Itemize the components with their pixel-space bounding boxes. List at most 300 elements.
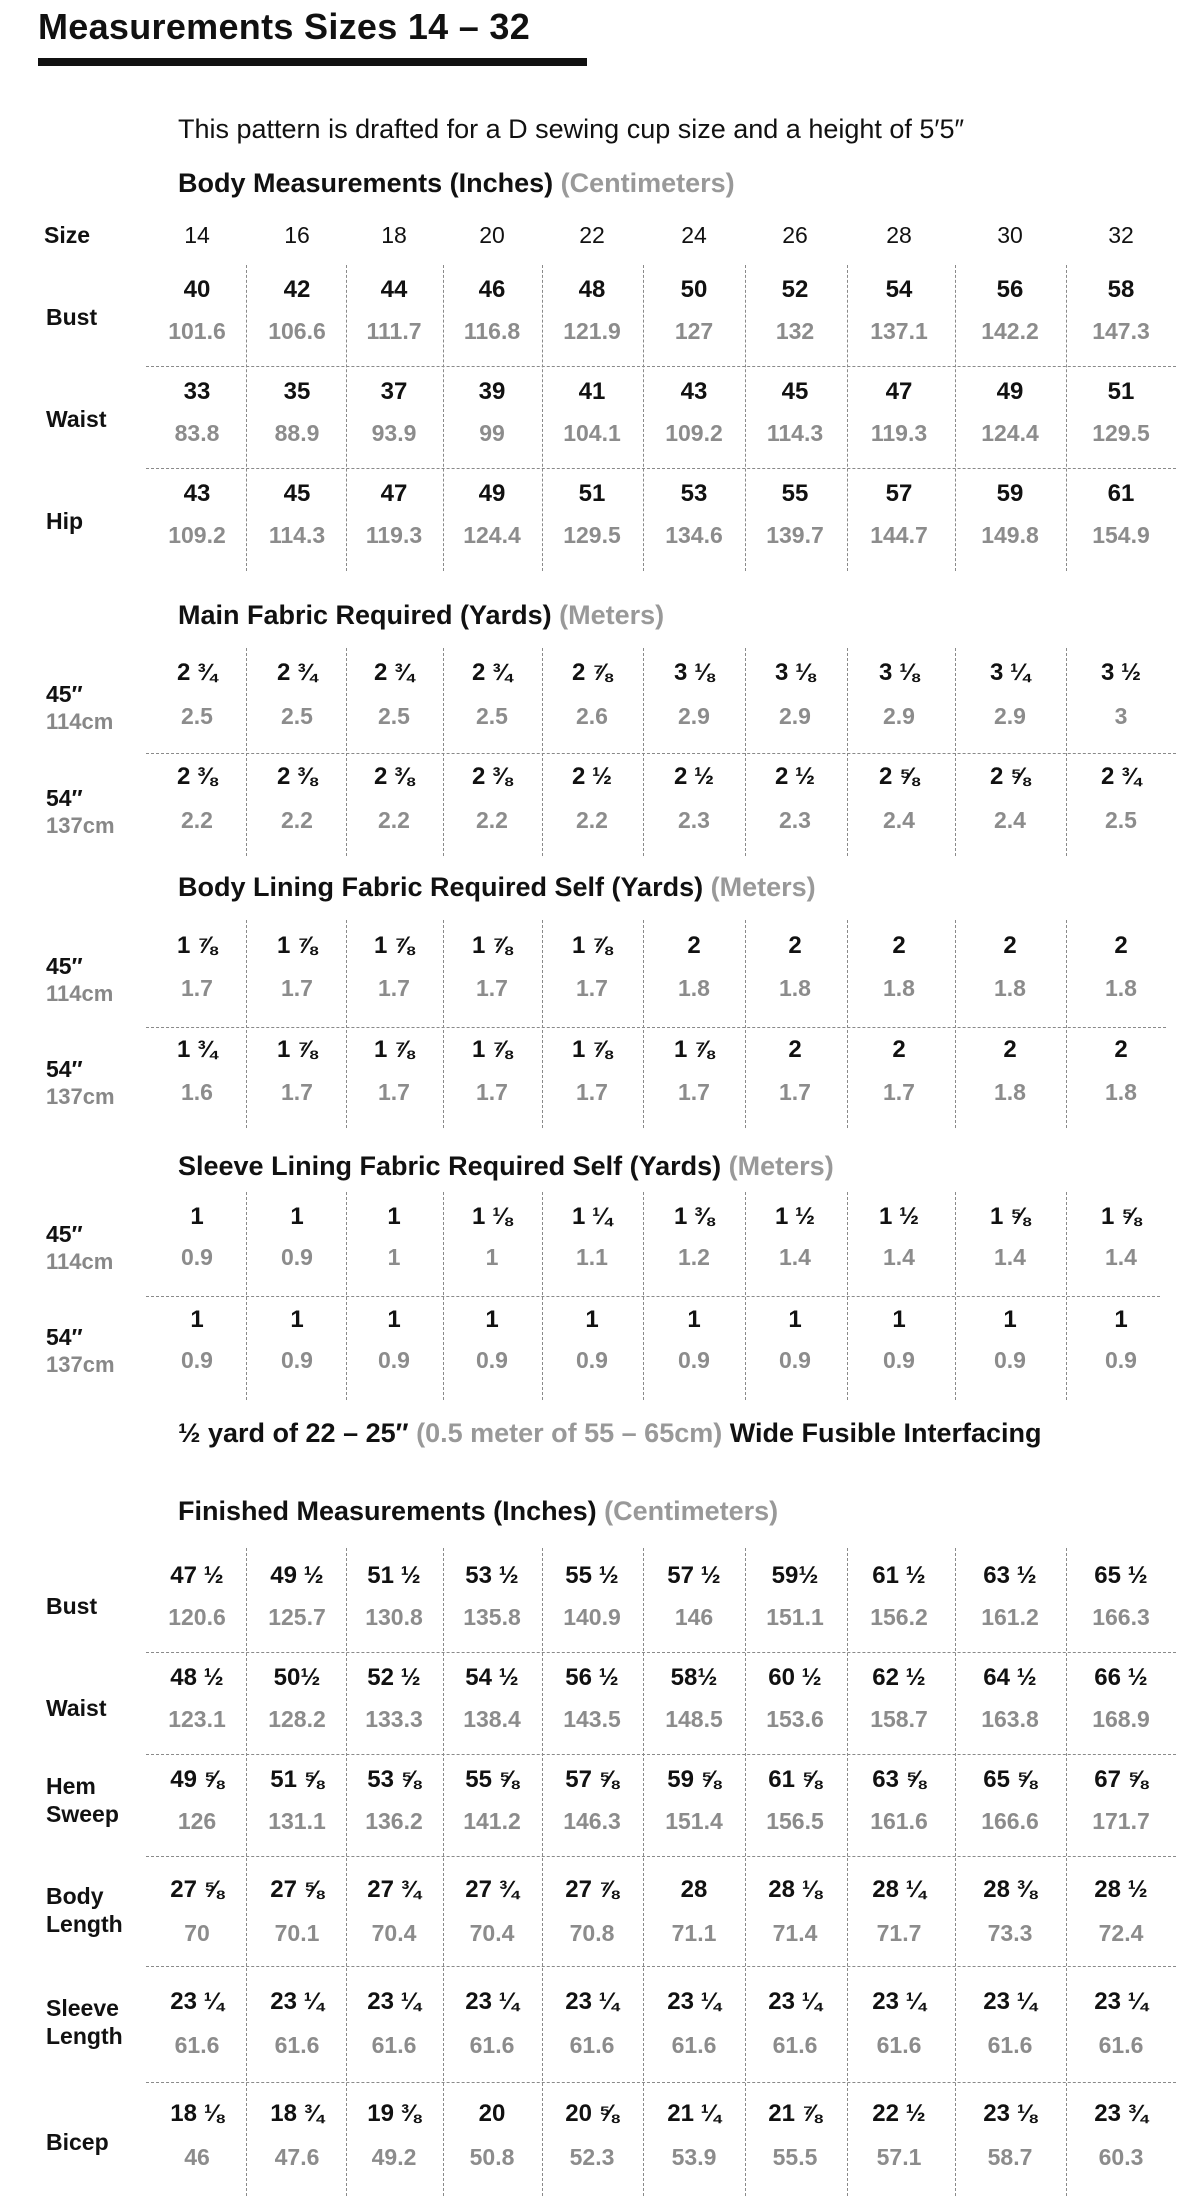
cell-metric: 61.6	[876, 2032, 922, 2058]
cell-metric: 1.4	[779, 1244, 811, 1270]
cell-imperial: 65 ½	[1094, 1562, 1148, 1589]
section-title	[178, 1496, 778, 1527]
cell-metric: 70.8	[569, 1920, 615, 1946]
section-title-unit: (Meters)	[728, 1151, 834, 1181]
row-label-metric: 114cm	[46, 1249, 114, 1274]
cell-imperial: 51	[1107, 378, 1135, 405]
cell-imperial: 33	[183, 378, 211, 405]
row-label-main: Sleeve Length	[46, 1995, 123, 2049]
cell-imperial: 56	[996, 276, 1024, 303]
cell-metric: 106.6	[268, 318, 326, 344]
interfacing-line	[178, 1418, 1042, 1449]
cell-metric: 83.8	[174, 420, 220, 446]
cell-metric: 137.1	[870, 318, 928, 344]
cell-metric: 72.4	[1098, 1920, 1144, 1946]
cell-metric: 58.7	[987, 2144, 1033, 2170]
cell-imperial: 39	[478, 378, 506, 405]
row-label	[46, 952, 113, 1008]
cell-imperial: 1 ⅛	[471, 1203, 513, 1230]
row-label-main: Waist	[46, 406, 107, 432]
cell-imperial: 27 ⅞	[565, 1876, 619, 1903]
cell-metric: 55.5	[772, 2144, 818, 2170]
row-label-metric: 114cm	[46, 709, 114, 734]
cell-imperial: 1	[290, 1203, 304, 1230]
cell-metric: 1.7	[281, 1079, 313, 1105]
cell-metric: 99	[479, 420, 505, 446]
row-label	[46, 1323, 115, 1379]
cell-metric: 1.7	[378, 975, 410, 1001]
cell-imperial: 1 ⅞	[176, 932, 218, 959]
cell-imperial: 2 ⅜	[471, 763, 513, 790]
cell-imperial: 48 ½	[170, 1664, 224, 1691]
cell-imperial: 23 ¼	[565, 1988, 619, 2015]
cell-imperial: 60 ½	[768, 1664, 822, 1691]
cell-metric: 1.7	[181, 975, 213, 1001]
cell-imperial: 1 ⅞	[471, 1036, 513, 1063]
row-label	[46, 1772, 136, 1828]
row-label-main: 45″	[46, 953, 83, 979]
cell-metric: 124.4	[463, 522, 521, 548]
cell-imperial: 35	[283, 378, 311, 405]
section-title-unit: (Centimeters)	[560, 168, 735, 198]
cell-imperial: 49 ½	[270, 1562, 324, 1589]
cell-metric: 119.3	[365, 522, 423, 548]
drafting-note: This pattern is drafted for a D sewing cup size and a height of 5′5″	[178, 114, 965, 144]
cell-imperial: 56 ½	[565, 1664, 619, 1691]
cell-metric: 1.4	[883, 1244, 915, 1270]
row-label	[46, 1694, 107, 1722]
cell-metric: 1.7	[476, 1079, 508, 1105]
cell-imperial: 3 ⅛	[774, 659, 816, 686]
cell-metric: 2.3	[779, 807, 811, 833]
cell-metric: 129.5	[1092, 420, 1150, 446]
interfacing-yards: ½ yard of 22 – 25″	[178, 1418, 409, 1448]
cell-imperial: 23 ¼	[768, 1988, 822, 2015]
cell-imperial: 1 ¾	[176, 1036, 218, 1063]
row-divider	[146, 1027, 1166, 1028]
cell-imperial: 53 ⅝	[367, 1766, 421, 1793]
cell-metric: 71.4	[772, 1920, 818, 1946]
column-divider	[847, 920, 848, 1128]
cell-imperial: 2 ½	[673, 763, 715, 790]
column-divider	[346, 1548, 347, 2196]
cell-metric: 146.3	[563, 1808, 621, 1834]
cell-imperial: 53 ½	[465, 1562, 519, 1589]
cell-metric: 138.4	[463, 1706, 521, 1732]
cell-metric: 1.8	[1105, 1079, 1137, 1105]
cell-imperial: 1	[190, 1203, 204, 1230]
cell-imperial: 47 ½	[170, 1562, 224, 1589]
row-label-main: Hip	[46, 508, 84, 534]
cell-metric: 114.3	[766, 420, 824, 446]
cell-metric: 61.6	[987, 2032, 1033, 2058]
cell-imperial: 2 ¾	[471, 659, 513, 686]
cell-imperial: 67 ⅝	[1094, 1766, 1148, 1793]
column-divider	[745, 648, 746, 856]
cell-imperial: 1	[585, 1306, 599, 1333]
section-title-unit: (Meters)	[710, 872, 816, 902]
column-divider	[246, 648, 247, 856]
cell-metric: 2.2	[476, 807, 508, 833]
cell-metric: 0.9	[1105, 1347, 1137, 1373]
column-divider	[643, 1548, 644, 2196]
row-label-main: Bicep	[46, 2129, 109, 2155]
cell-imperial: 3 ½	[1100, 659, 1142, 686]
cell-imperial: 21 ⅞	[768, 2100, 822, 2127]
cell-imperial: 1 ¼	[571, 1203, 613, 1230]
column-divider	[246, 920, 247, 1128]
cell-metric: 2.5	[378, 703, 410, 729]
cell-metric: 1	[485, 1244, 499, 1270]
cell-metric: 151.1	[766, 1604, 824, 1630]
cell-imperial: 2 ⅝	[878, 763, 920, 790]
cell-metric: 1.7	[576, 975, 608, 1001]
column-divider	[1066, 265, 1067, 571]
cell-metric: 129.5	[563, 522, 621, 548]
cell-imperial: 1	[387, 1203, 401, 1230]
column-divider	[246, 265, 247, 571]
size-header-cell: 24	[681, 222, 707, 248]
cell-metric: 109.2	[168, 522, 226, 548]
cell-imperial: 1	[788, 1306, 802, 1333]
cell-metric: 1.7	[378, 1079, 410, 1105]
cell-metric: 126	[177, 1808, 217, 1834]
cell-imperial: 2 ⅜	[176, 763, 218, 790]
cell-imperial: 23 ¾	[1094, 2100, 1148, 2127]
cell-imperial: 1	[892, 1306, 906, 1333]
cell-imperial: 37	[380, 378, 408, 405]
column-divider	[745, 920, 746, 1128]
cell-imperial: 1	[485, 1306, 499, 1333]
row-divider	[146, 1966, 1176, 1967]
cell-imperial: 2	[892, 1036, 906, 1063]
cell-metric: 2.9	[678, 703, 710, 729]
cell-metric: 121.9	[563, 318, 621, 344]
cell-metric: 114.3	[268, 522, 326, 548]
section-title-main: Main Fabric Required (Yards)	[178, 600, 552, 630]
cell-metric: 109.2	[665, 420, 723, 446]
cell-imperial: 63 ⅝	[872, 1766, 926, 1793]
page-title: Measurements Sizes 14 – 32	[38, 6, 531, 47]
cell-imperial: 28	[680, 1876, 708, 1903]
cell-imperial: 3 ⅛	[673, 659, 715, 686]
cell-imperial: 66 ½	[1094, 1664, 1148, 1691]
cell-metric: 147.3	[1092, 318, 1150, 344]
cell-metric: 0.9	[281, 1347, 313, 1373]
row-divider	[146, 1856, 1176, 1857]
row-label	[46, 303, 97, 331]
cell-metric: 144.7	[870, 522, 928, 548]
size-header-cell: 20	[479, 222, 505, 248]
cell-metric: 1.8	[883, 975, 915, 1001]
column-divider	[955, 265, 956, 571]
cell-metric: 2.2	[576, 807, 608, 833]
size-header-cell: 18	[381, 222, 407, 248]
cell-imperial: 1 ⅝	[1100, 1203, 1142, 1230]
column-divider	[1066, 648, 1067, 856]
cell-imperial: 50	[680, 276, 708, 303]
column-divider	[745, 1548, 746, 2196]
cell-metric: 61.6	[274, 2032, 320, 2058]
cell-metric: 1	[387, 1244, 401, 1270]
cell-imperial: 2 ¾	[276, 659, 318, 686]
row-label-metric: 137cm	[46, 1084, 115, 1109]
cell-metric: 2.3	[678, 807, 710, 833]
cell-metric: 161.6	[870, 1808, 928, 1834]
cell-imperial: 1 ⅞	[571, 1036, 613, 1063]
size-header-cell: 26	[782, 222, 808, 248]
cell-metric: 49.2	[371, 2144, 417, 2170]
cell-metric: 1.8	[994, 1079, 1026, 1105]
cell-imperial: 2 ¾	[373, 659, 415, 686]
cell-imperial: 43	[183, 480, 211, 507]
row-label-main: Waist	[46, 1695, 107, 1721]
column-divider	[1066, 1548, 1067, 2196]
cell-metric: 1.7	[779, 1079, 811, 1105]
cell-metric: 127	[674, 318, 714, 344]
cell-imperial: 2 ⅜	[373, 763, 415, 790]
cell-metric: 156.2	[870, 1604, 928, 1630]
row-divider	[146, 1296, 1160, 1297]
cell-imperial: 43	[680, 378, 708, 405]
row-label-metric: 114cm	[46, 981, 114, 1006]
cell-imperial: 2	[1003, 932, 1017, 959]
column-divider	[955, 1548, 956, 2196]
cell-imperial: 52 ½	[367, 1664, 421, 1691]
cell-imperial: 3 ⅛	[878, 659, 920, 686]
cell-metric: 61.6	[174, 2032, 220, 2058]
cell-metric: 156.5	[766, 1808, 824, 1834]
cell-metric: 119.3	[870, 420, 928, 446]
row-divider	[146, 1754, 1176, 1755]
cell-metric: 149.8	[981, 522, 1039, 548]
cell-metric: 53.9	[671, 2144, 717, 2170]
cell-imperial: 1 ⅞	[276, 932, 318, 959]
cell-imperial: 45	[781, 378, 809, 405]
row-divider	[146, 366, 1176, 367]
cell-imperial: 1	[387, 1306, 401, 1333]
cell-metric: 142.2	[981, 318, 1039, 344]
cell-metric: 2.4	[994, 807, 1026, 833]
cell-metric: 2.6	[576, 703, 608, 729]
cell-imperial: 20	[478, 2100, 506, 2127]
cell-metric: 134.6	[665, 522, 723, 548]
cell-imperial: 2 ⅝	[989, 763, 1031, 790]
row-label-metric: 137cm	[46, 1352, 115, 1377]
cell-imperial: 49	[478, 480, 506, 507]
cell-imperial: 19 ⅜	[367, 2100, 421, 2127]
cell-imperial: 62 ½	[872, 1664, 926, 1691]
cell-metric: 70	[184, 1920, 210, 1946]
cell-metric: 2.2	[181, 807, 213, 833]
section-title	[178, 600, 664, 631]
cell-imperial: 2 ¾	[1100, 763, 1142, 790]
cell-metric: 2.9	[883, 703, 915, 729]
cell-metric: 93.9	[371, 420, 417, 446]
cell-metric: 1.7	[883, 1079, 915, 1105]
cell-metric: 70.1	[274, 1920, 320, 1946]
cell-metric: 46	[184, 2144, 210, 2170]
cell-imperial: 55 ½	[565, 1562, 619, 1589]
cell-imperial: 55	[781, 480, 809, 507]
cell-metric: 148.5	[665, 1706, 723, 1732]
cell-imperial: 23 ¼	[983, 1988, 1037, 2015]
cell-metric: 0.9	[994, 1347, 1026, 1373]
cell-imperial: 63 ½	[983, 1562, 1037, 1589]
cell-imperial: 2 ⅞	[571, 659, 613, 686]
cell-imperial: 3 ¼	[989, 659, 1031, 686]
cell-imperial: 20 ⅝	[565, 2100, 619, 2127]
cell-imperial: 2	[788, 1036, 802, 1063]
cell-metric: 111.7	[366, 318, 422, 344]
column-divider	[847, 648, 848, 856]
cell-imperial: 28 ⅛	[768, 1876, 822, 1903]
column-divider	[643, 265, 644, 571]
cell-imperial: 1 ⅞	[276, 1036, 318, 1063]
cell-imperial: 53	[680, 480, 708, 507]
cell-imperial: 57 ⅝	[565, 1766, 619, 1793]
cell-metric: 161.2	[981, 1604, 1039, 1630]
cell-metric: 1.8	[678, 975, 710, 1001]
section-title-unit: (Meters)	[559, 600, 665, 630]
cell-metric: 1.4	[1105, 1244, 1137, 1270]
cell-imperial: 54 ½	[465, 1664, 519, 1691]
section-title	[178, 1151, 834, 1182]
cell-metric: 1.8	[1105, 975, 1137, 1001]
cell-imperial: 21 ¼	[667, 2100, 721, 2127]
cell-imperial: 18 ¾	[270, 2100, 324, 2127]
cell-imperial: 27 ¾	[367, 1876, 421, 1903]
cell-imperial: 22 ½	[872, 2100, 926, 2127]
cell-metric: 3	[1114, 703, 1128, 729]
cell-imperial: 58½	[670, 1664, 718, 1691]
cell-imperial: 42	[283, 276, 311, 303]
cell-imperial: 48	[578, 276, 606, 303]
cell-imperial: 41	[578, 378, 606, 405]
cell-metric: 140.9	[563, 1604, 621, 1630]
row-label-main: 54″	[46, 1056, 83, 1082]
section-title-main: Finished Measurements (Inches)	[178, 1496, 597, 1526]
cell-metric: 61.6	[371, 2032, 417, 2058]
section-title-unit: (Centimeters)	[604, 1496, 779, 1526]
cell-imperial: 23 ¼	[465, 1988, 519, 2015]
cell-metric: 71.7	[876, 1920, 922, 1946]
cell-metric: 0.9	[281, 1244, 313, 1270]
section-title	[178, 872, 816, 903]
cell-metric: 104.1	[563, 420, 621, 446]
size-header-label: Size	[44, 222, 91, 248]
cell-metric: 50.8	[469, 2144, 515, 2170]
column-divider	[542, 648, 543, 856]
section-title-main: Body Measurements (Inches)	[178, 168, 554, 198]
column-divider	[542, 920, 543, 1128]
cell-metric: 2.5	[181, 703, 213, 729]
cell-metric: 1.6	[181, 1079, 213, 1105]
cell-imperial: 2	[788, 932, 802, 959]
cell-metric: 61.6	[671, 2032, 717, 2058]
cell-metric: 116.8	[463, 318, 521, 344]
cell-imperial: 2 ½	[571, 763, 613, 790]
row-label-main: Hem Sweep	[46, 1773, 119, 1827]
cell-metric: 1.8	[994, 975, 1026, 1001]
cell-metric: 70.4	[371, 1920, 417, 1946]
cell-imperial: 45	[283, 480, 311, 507]
cell-imperial: 44	[380, 276, 408, 303]
cell-imperial: 52	[781, 276, 809, 303]
cell-imperial: 27 ⅝	[270, 1876, 324, 1903]
cell-metric: 130.8	[365, 1604, 423, 1630]
cell-imperial: 2	[1003, 1036, 1017, 1063]
cell-metric: 88.9	[274, 420, 320, 446]
size-header-cell: 30	[997, 222, 1023, 248]
interfacing-meters: (0.5 meter of 55 – 65cm)	[416, 1418, 723, 1448]
title-underline	[38, 58, 587, 66]
cell-metric: 61.6	[469, 2032, 515, 2058]
cell-imperial: 18 ⅛	[170, 2100, 224, 2127]
cell-metric: 1.7	[281, 975, 313, 1001]
cell-metric: 52.3	[569, 2144, 615, 2170]
column-divider	[542, 265, 543, 571]
cell-imperial: 1	[290, 1306, 304, 1333]
cell-metric: 1.4	[994, 1244, 1026, 1270]
cell-imperial: 27 ¾	[465, 1876, 519, 1903]
cell-imperial: 59	[996, 480, 1024, 507]
cell-metric: 2.4	[883, 807, 915, 833]
cell-metric: 2.5	[1105, 807, 1137, 833]
cell-imperial: 23 ¼	[1094, 1988, 1148, 2015]
cell-metric: 0.9	[576, 1347, 608, 1373]
cell-metric: 158.7	[870, 1706, 928, 1732]
cell-imperial: 61	[1107, 480, 1135, 507]
cell-metric: 168.9	[1092, 1706, 1150, 1732]
cell-imperial: 23 ¼	[367, 1988, 421, 2015]
row-label-metric: 137cm	[46, 813, 115, 838]
cell-imperial: 1 ½	[774, 1203, 816, 1230]
interfacing-type: Wide Fusible Interfacing	[729, 1418, 1042, 1448]
column-divider	[955, 648, 956, 856]
row-label-main: 45″	[46, 681, 83, 707]
cell-imperial: 49	[996, 378, 1024, 405]
column-divider	[443, 1548, 444, 2196]
cell-imperial: 2	[1114, 1036, 1128, 1063]
cell-imperial: 1	[1114, 1306, 1128, 1333]
cell-metric: 124.4	[981, 420, 1039, 446]
cell-metric: 136.2	[365, 1808, 423, 1834]
cell-imperial: 1 ⅞	[673, 1036, 715, 1063]
column-divider	[745, 265, 746, 571]
column-divider	[542, 1548, 543, 2196]
cell-imperial: 2	[892, 932, 906, 959]
row-label	[46, 1994, 136, 2050]
cell-metric: 125.7	[268, 1604, 326, 1630]
cell-metric: 0.9	[883, 1347, 915, 1373]
cell-metric: 1.2	[678, 1244, 710, 1270]
row-label-main: 54″	[46, 1324, 83, 1350]
cell-metric: 61.6	[772, 2032, 818, 2058]
cell-metric: 128.2	[268, 1706, 326, 1732]
cell-imperial: 47	[380, 480, 408, 507]
size-header-cell: 14	[184, 222, 210, 248]
cell-metric: 141.2	[463, 1808, 521, 1834]
cell-metric: 131.1	[268, 1808, 326, 1834]
cell-metric: 0.9	[181, 1244, 213, 1270]
cell-metric: 2.2	[378, 807, 410, 833]
cell-imperial: 47	[885, 378, 913, 405]
cell-imperial: 57 ½	[667, 1562, 721, 1589]
cell-metric: 70.4	[469, 1920, 515, 1946]
cell-imperial: 49 ⅝	[170, 1766, 224, 1793]
cell-imperial: 51	[578, 480, 606, 507]
